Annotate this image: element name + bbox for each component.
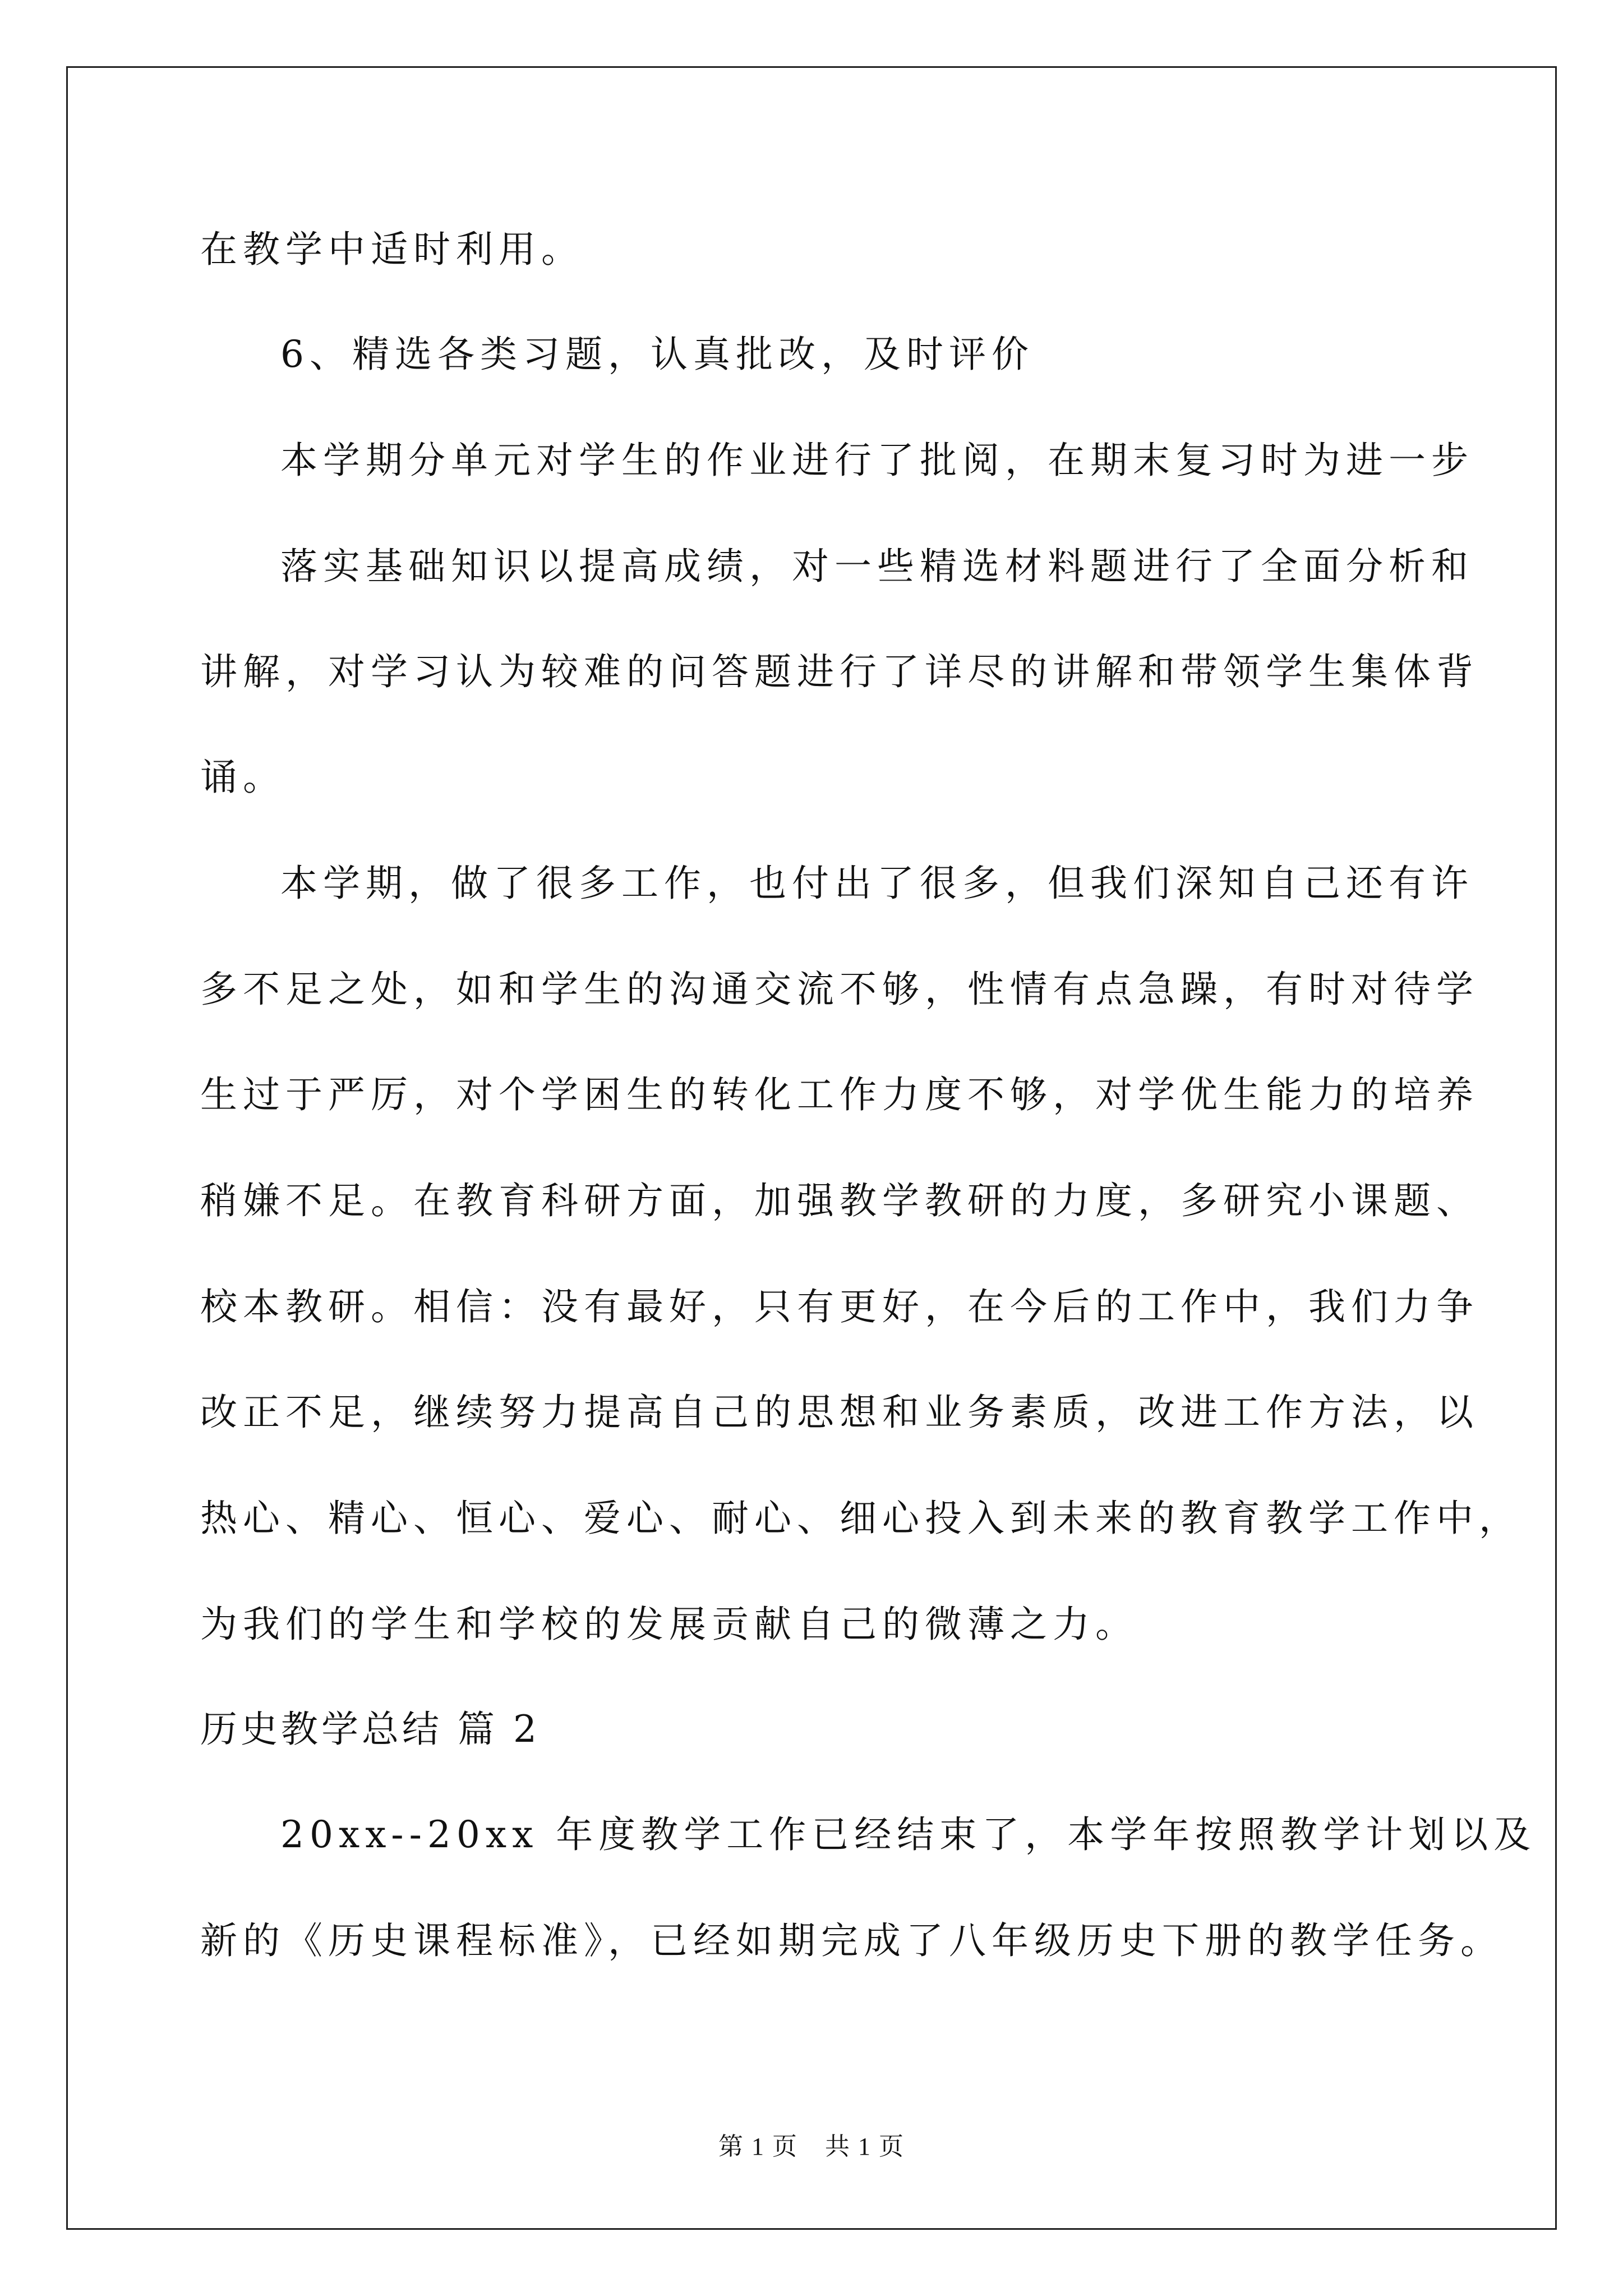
body-text-line: 20xx--20xx 年度教学工作已经结束了，本学年按照教学计划以及 [280, 1813, 1537, 1856]
body-text-line: 新的《历史课程标准》，已经如期完成了八年级历史下册的教学任务。 [200, 1919, 1503, 1962]
page-border [66, 66, 1557, 2230]
body-text-line: 讲解，对学习认为较难的问答题进行了详尽的讲解和带领学生集体背 [200, 650, 1479, 693]
body-text-line: 落实基础知识以提高成绩，对一些精选材料题进行了全面分析和 [280, 545, 1474, 588]
body-text-line: 为我们的学生和学校的发展贡献自己的微薄之力。 [200, 1603, 1138, 1646]
body-text-line: 生过于严厉，对个学困生的转化工作力度不够，对学优生能力的培养 [200, 1073, 1479, 1116]
page-number-current: 第 1 页 [718, 2133, 798, 2160]
body-text-line: 诵。 [200, 756, 285, 799]
body-text-line: 本学期分单元对学生的作业进行了批阅，在期末复习时为进一步 [280, 439, 1474, 482]
body-text-line: 多不足之处，如和学生的沟通交流不够，性情有点急躁，有时对待学 [200, 968, 1479, 1011]
body-text-line: 稍嫌不足。在教育科研方面，加强教学教研的力度，多研究小课题、 [200, 1179, 1479, 1222]
body-text-line: 热心、精心、恒心、爱心、耐心、细心投入到未来的教育教学工作中， [200, 1497, 1521, 1540]
body-text-line: 校本教研。相信：没有最好，只有更好，在今后的工作中，我们力争 [200, 1285, 1479, 1328]
list-item-heading: 6、精选各类习题，认真批改，及时评价 [280, 333, 1034, 376]
body-text-line: 改正不足，继续努力提高自己的思想和业务素质，改进工作方法，以 [200, 1391, 1479, 1434]
section-heading: 历史教学总结 篇 2 [200, 1708, 540, 1751]
body-text-line: 在教学中适时利用。 [200, 228, 584, 271]
page-number-total: 共 1 页 [825, 2133, 905, 2160]
page-footer [0, 2134, 1623, 2159]
body-text-line: 本学期，做了很多工作，也付出了很多，但我们深知自己还有许 [280, 862, 1474, 905]
